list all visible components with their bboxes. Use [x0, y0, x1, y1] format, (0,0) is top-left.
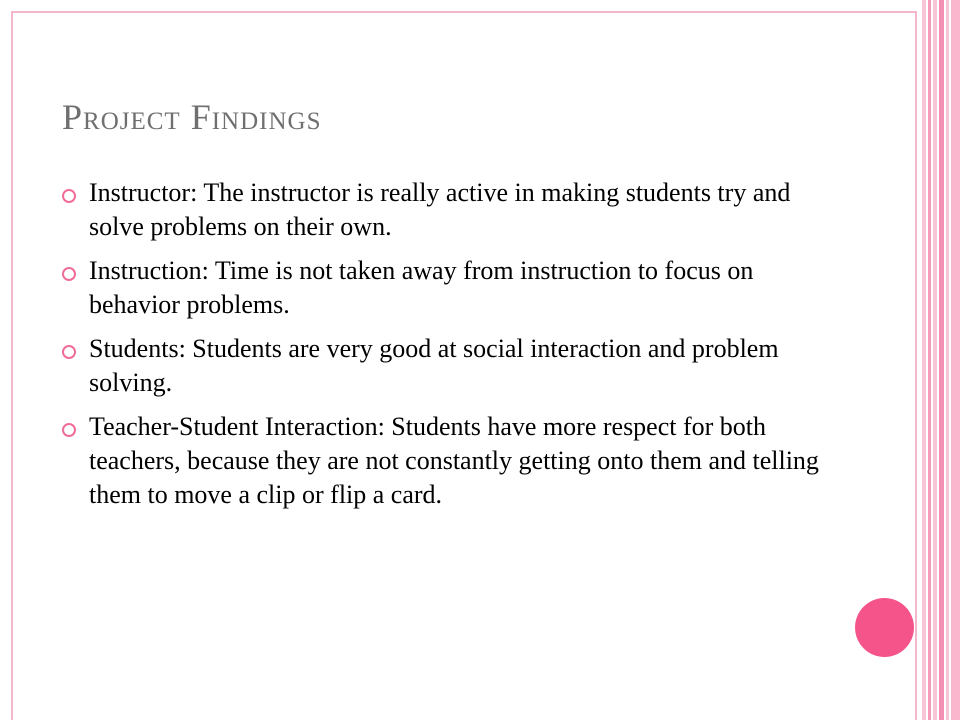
stripe [939, 0, 944, 720]
slide-title: Project Findings [62, 97, 322, 137]
ring-bullet-icon [62, 189, 76, 203]
stripe [946, 0, 949, 720]
bullet-text: Teacher-Student Interaction: Students have more respect for both teachers, because they are not constantly getting onto them and telling them to move a clip or flip a card. [89, 412, 819, 509]
ring-bullet-icon [62, 267, 76, 281]
stripe [928, 0, 931, 720]
ring-bullet-icon [62, 345, 76, 359]
stripe [922, 0, 926, 720]
ring-bullet-icon [62, 423, 76, 437]
stripe [933, 0, 937, 720]
decorative-circle [855, 598, 914, 657]
bullet-text: Students: Students are very good at social interaction and problem solving. [89, 334, 779, 397]
bullet-text: Instructor: The instructor is really active in making students try and solve problems on their own. [89, 178, 791, 241]
bullet-item [62, 254, 822, 322]
bullet-item [62, 410, 822, 512]
stripe [951, 0, 960, 720]
bullet-list [62, 176, 822, 522]
bullet-item [62, 176, 822, 244]
decorative-stripes [922, 0, 960, 720]
bullet-text: Instruction: Time is not taken away from instruction to focus on behavior problems. [89, 256, 754, 319]
bullet-item [62, 332, 822, 400]
